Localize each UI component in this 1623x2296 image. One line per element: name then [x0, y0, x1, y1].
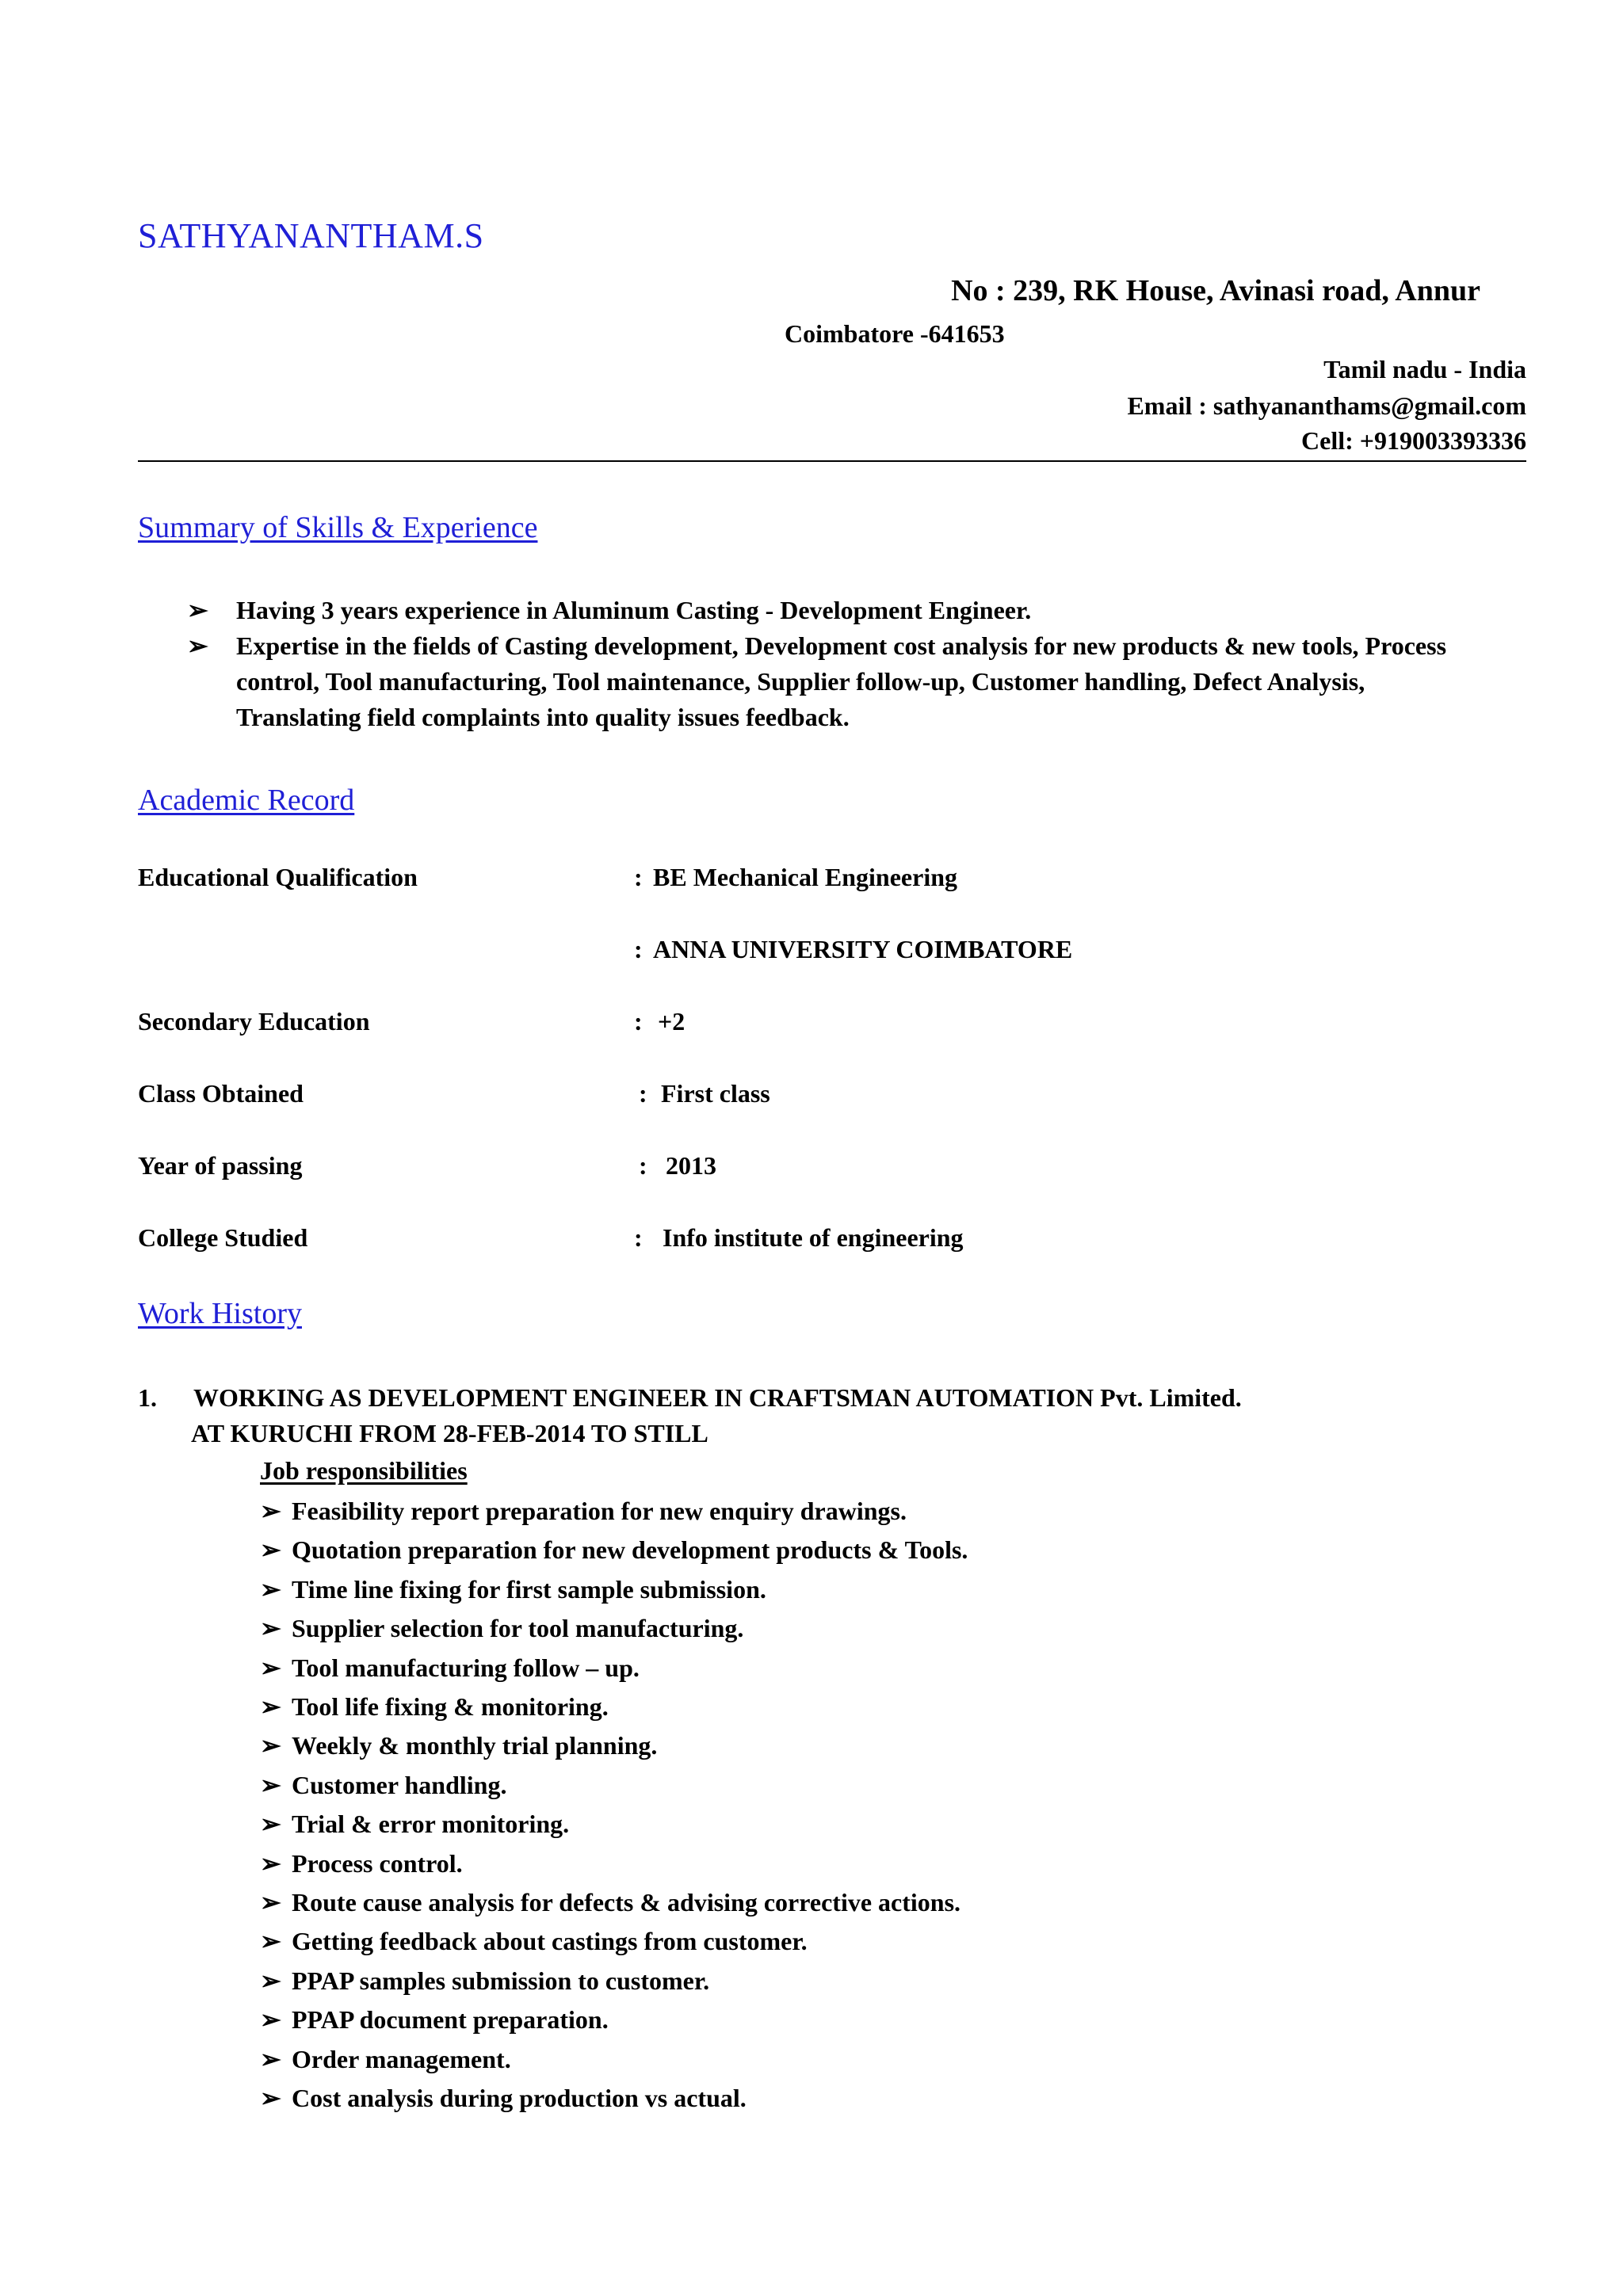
arrow-bullet-icon: ➢ [260, 1692, 281, 1722]
work-title-line-2: AT KURUCHI FROM 28-FEB-2014 TO STILL [191, 1419, 708, 1447]
responsibility-text: Customer handling. [292, 1770, 507, 1799]
responsibility-text: Quotation preparation for new development products & Tools. [292, 1535, 968, 1565]
responsibility-text: Getting feedback about castings from customer. [292, 1927, 808, 1956]
job-responsibilities-heading: Job responsibilities [260, 1456, 468, 1485]
arrow-bullet-icon: ➢ [260, 1888, 281, 1917]
list-item [187, 593, 1534, 628]
list-item [187, 628, 1457, 735]
academic-colon: : [634, 863, 643, 891]
academic-value: ANNA UNIVERSITY COIMBATORE [653, 935, 1073, 963]
arrow-bullet-icon: ➢ [260, 2005, 281, 2035]
academic-colon: : [634, 1007, 643, 1035]
academic-value: BE Mechanical Engineering [653, 863, 957, 891]
list-item [260, 1844, 968, 1883]
summary-item-text: Expertise in the fields of Casting development, Development cost analysis for new products & new tools, Process control, Tool manufacturing, Tool maintenance, Supplier follow-up, Customer handling, Defect Analysis, Translating field complaints into quality issues feedback. [236, 631, 1447, 731]
work-item-number: 1. [138, 1383, 157, 1412]
list-item [260, 1883, 968, 1922]
arrow-bullet-icon: ➢ [260, 1966, 281, 1995]
academic-value: 2013 [666, 1151, 716, 1180]
responsibility-text: Trial & error monitoring. [292, 1810, 570, 1839]
list-item [260, 1492, 968, 1531]
list-item [260, 1688, 968, 1726]
responsibilities-list [260, 1492, 968, 2119]
academic-label: College Studied [138, 1223, 308, 1252]
candidate-name: SATHYANANTHAM.S [138, 216, 484, 255]
arrow-bullet-icon: ➢ [260, 1810, 281, 1839]
arrow-bullet-icon: ➢ [260, 1497, 281, 1525]
list-item [260, 1962, 968, 2000]
arrow-bullet-icon: ➢ [260, 1848, 281, 1878]
academic-label: Class Obtained [138, 1079, 304, 1108]
list-item [260, 2040, 968, 2079]
academic-colon: : [634, 1223, 643, 1252]
arrow-bullet-icon: ➢ [187, 631, 208, 660]
list-item [260, 1649, 968, 1688]
list-item [260, 1805, 968, 1844]
list-item [260, 1726, 968, 1765]
arrow-bullet-icon: ➢ [260, 1574, 281, 1604]
arrow-bullet-icon: ➢ [260, 1731, 281, 1760]
address-line-3: Tamil nadu - India [1323, 355, 1526, 383]
address-line-1: No : 239, RK House, Avinasi road, Annur [951, 274, 1480, 307]
responsibility-text: Process control. [292, 1848, 463, 1878]
responsibility-text: Cost analysis during production vs actual. [292, 2084, 747, 2113]
responsibility-text: Route cause analysis for defects & advising corrective actions. [292, 1888, 961, 1917]
responsibility-text: Tool life fixing & monitoring. [292, 1692, 609, 1722]
responsibility-text: Supplier selection for tool manufacturing. [292, 1614, 744, 1643]
arrow-bullet-icon: ➢ [260, 1927, 281, 1956]
academic-value: First class [661, 1079, 770, 1108]
list-item [260, 2000, 968, 2039]
responsibility-text: Order management. [292, 2044, 511, 2073]
list-item [260, 1922, 968, 1961]
arrow-bullet-icon: ➢ [260, 2044, 281, 2073]
arrow-bullet-icon: ➢ [260, 1614, 281, 1643]
address-line-2: Coimbatore -641653 [785, 319, 1005, 348]
arrow-bullet-icon: ➢ [260, 2084, 281, 2113]
list-item [260, 2079, 968, 2118]
cell-line: Cell: +919003393336 [1301, 426, 1526, 455]
responsibility-text: Weekly & monthly trial planning. [292, 1731, 658, 1760]
academic-value: Info institute of engineering [663, 1223, 964, 1252]
arrow-bullet-icon: ➢ [260, 1653, 281, 1682]
academic-label: Educational Qualification [138, 863, 418, 891]
work-title-line-1: WORKING AS DEVELOPMENT ENGINEER IN CRAFTSMAN AUTOMATION Pvt. Limited. [193, 1383, 1242, 1412]
academic-label: Secondary Education [138, 1007, 370, 1035]
responsibility-text: Tool manufacturing follow – up. [292, 1653, 640, 1682]
header-divider [138, 460, 1526, 462]
responsibility-text: Time line fixing for first sample submission. [292, 1574, 766, 1604]
academic-colon: : [639, 1079, 647, 1108]
work-heading: Work History [138, 1297, 302, 1330]
responsibility-text: Feasibility report preparation for new enquiry drawings. [292, 1497, 907, 1525]
academic-colon: : [634, 935, 643, 963]
academic-value: +2 [658, 1007, 685, 1035]
responsibility-text: PPAP document preparation. [292, 2005, 609, 2035]
list-item [260, 1531, 968, 1569]
academic-colon: : [639, 1151, 647, 1180]
arrow-bullet-icon: ➢ [260, 1535, 281, 1565]
arrow-bullet-icon: ➢ [260, 1770, 281, 1799]
summary-list [187, 593, 1534, 735]
email-line: Email : sathyananthams@gmail.com [1127, 391, 1526, 420]
academic-heading: Academic Record [138, 784, 355, 817]
summary-item-text: Having 3 years experience in Aluminum Casting - Development Engineer. [236, 596, 1032, 624]
arrow-bullet-icon: ➢ [187, 596, 208, 624]
list-item [260, 1570, 968, 1609]
list-item [260, 1766, 968, 1805]
summary-heading: Summary of Skills & Experience [138, 511, 538, 544]
academic-label: Year of passing [138, 1151, 303, 1180]
list-item [260, 1609, 968, 1648]
responsibility-text: PPAP samples submission to customer. [292, 1966, 710, 1995]
